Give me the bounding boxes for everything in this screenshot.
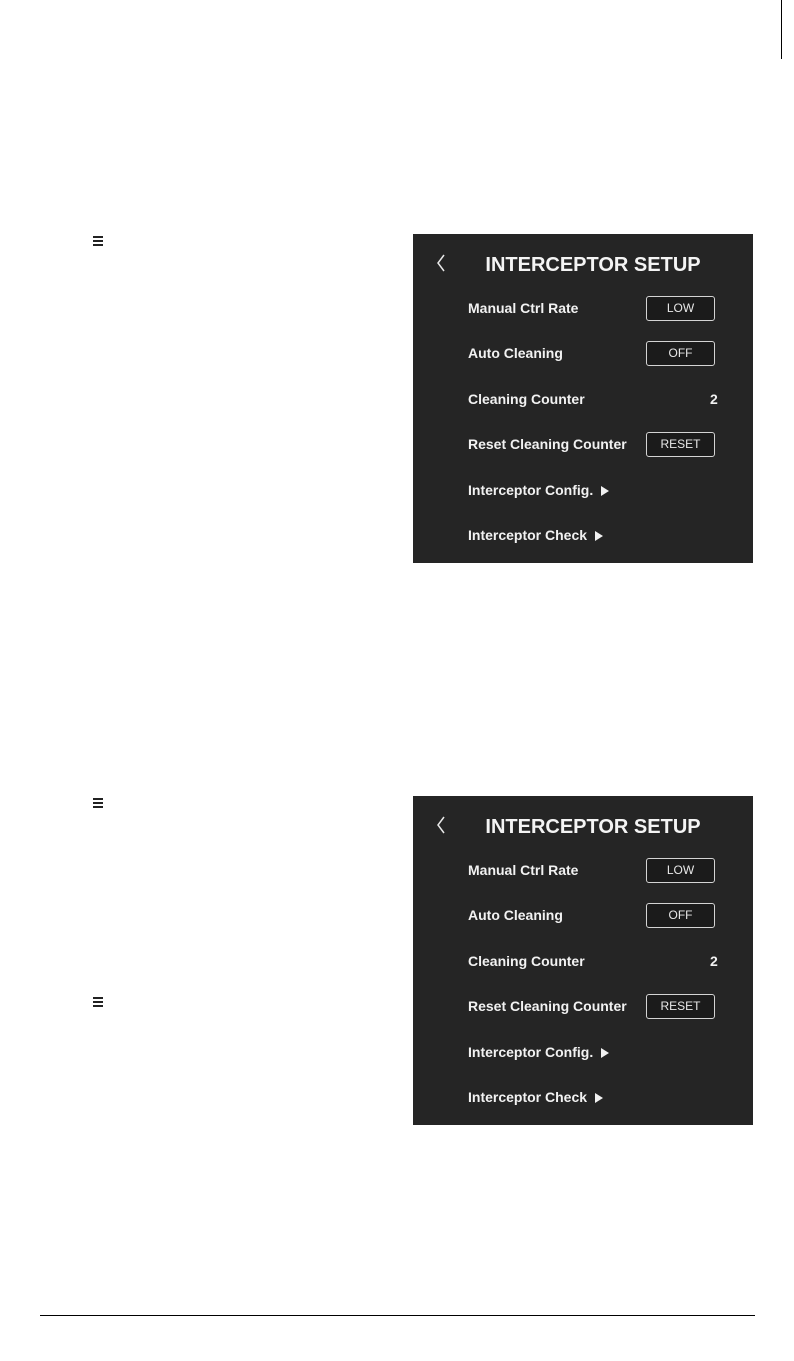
- manual-ctrl-rate-button[interactable]: LOW: [646, 296, 715, 321]
- interceptor-setup-screen: [413, 234, 753, 563]
- interceptor-config-label: Interceptor Config.: [468, 482, 594, 498]
- cleaning-counter-value: 2: [710, 391, 718, 407]
- cleaning-counter-label: Cleaning Counter: [468, 391, 585, 407]
- auto-cleaning-label: Auto Cleaning: [468, 345, 563, 361]
- reset-cleaning-counter-label: Reset Cleaning Counter: [468, 998, 627, 1014]
- reset-button[interactable]: RESET: [646, 994, 715, 1019]
- triangle-right-icon: [601, 486, 609, 496]
- reset-button[interactable]: RESET: [646, 432, 715, 457]
- interceptor-check-item[interactable]: [468, 1089, 603, 1105]
- menu-icon: [93, 798, 103, 809]
- footer-rule: [40, 1315, 755, 1316]
- interceptor-setup-screen: [413, 796, 753, 1125]
- cleaning-counter-label: Cleaning Counter: [468, 953, 585, 969]
- manual-ctrl-rate-label: Manual Ctrl Rate: [468, 300, 579, 316]
- interceptor-config-label: Interceptor Config.: [468, 1044, 594, 1060]
- cleaning-counter-value: 2: [710, 953, 718, 969]
- reset-cleaning-counter-label: Reset Cleaning Counter: [468, 436, 627, 452]
- screen-title: INTERCEPTOR SETUP: [485, 816, 701, 838]
- menu-icon: [93, 997, 103, 1008]
- page-edge-line: [781, 0, 782, 59]
- manual-ctrl-rate-button[interactable]: LOW: [646, 858, 715, 883]
- interceptor-check-item[interactable]: [468, 527, 603, 543]
- interceptor-config-item[interactable]: [468, 1044, 609, 1060]
- manual-ctrl-rate-label: Manual Ctrl Rate: [468, 862, 579, 878]
- interceptor-config-item[interactable]: [468, 482, 609, 498]
- auto-cleaning-button[interactable]: OFF: [646, 903, 715, 928]
- triangle-right-icon: [595, 531, 603, 541]
- triangle-right-icon: [595, 1093, 603, 1103]
- interceptor-check-label: Interceptor Check: [468, 1089, 588, 1105]
- auto-cleaning-button[interactable]: OFF: [646, 341, 715, 366]
- interceptor-check-label: Interceptor Check: [468, 527, 588, 543]
- triangle-right-icon: [601, 1048, 609, 1058]
- auto-cleaning-label: Auto Cleaning: [468, 907, 563, 923]
- menu-icon: [93, 236, 103, 247]
- screen-title: INTERCEPTOR SETUP: [485, 254, 701, 276]
